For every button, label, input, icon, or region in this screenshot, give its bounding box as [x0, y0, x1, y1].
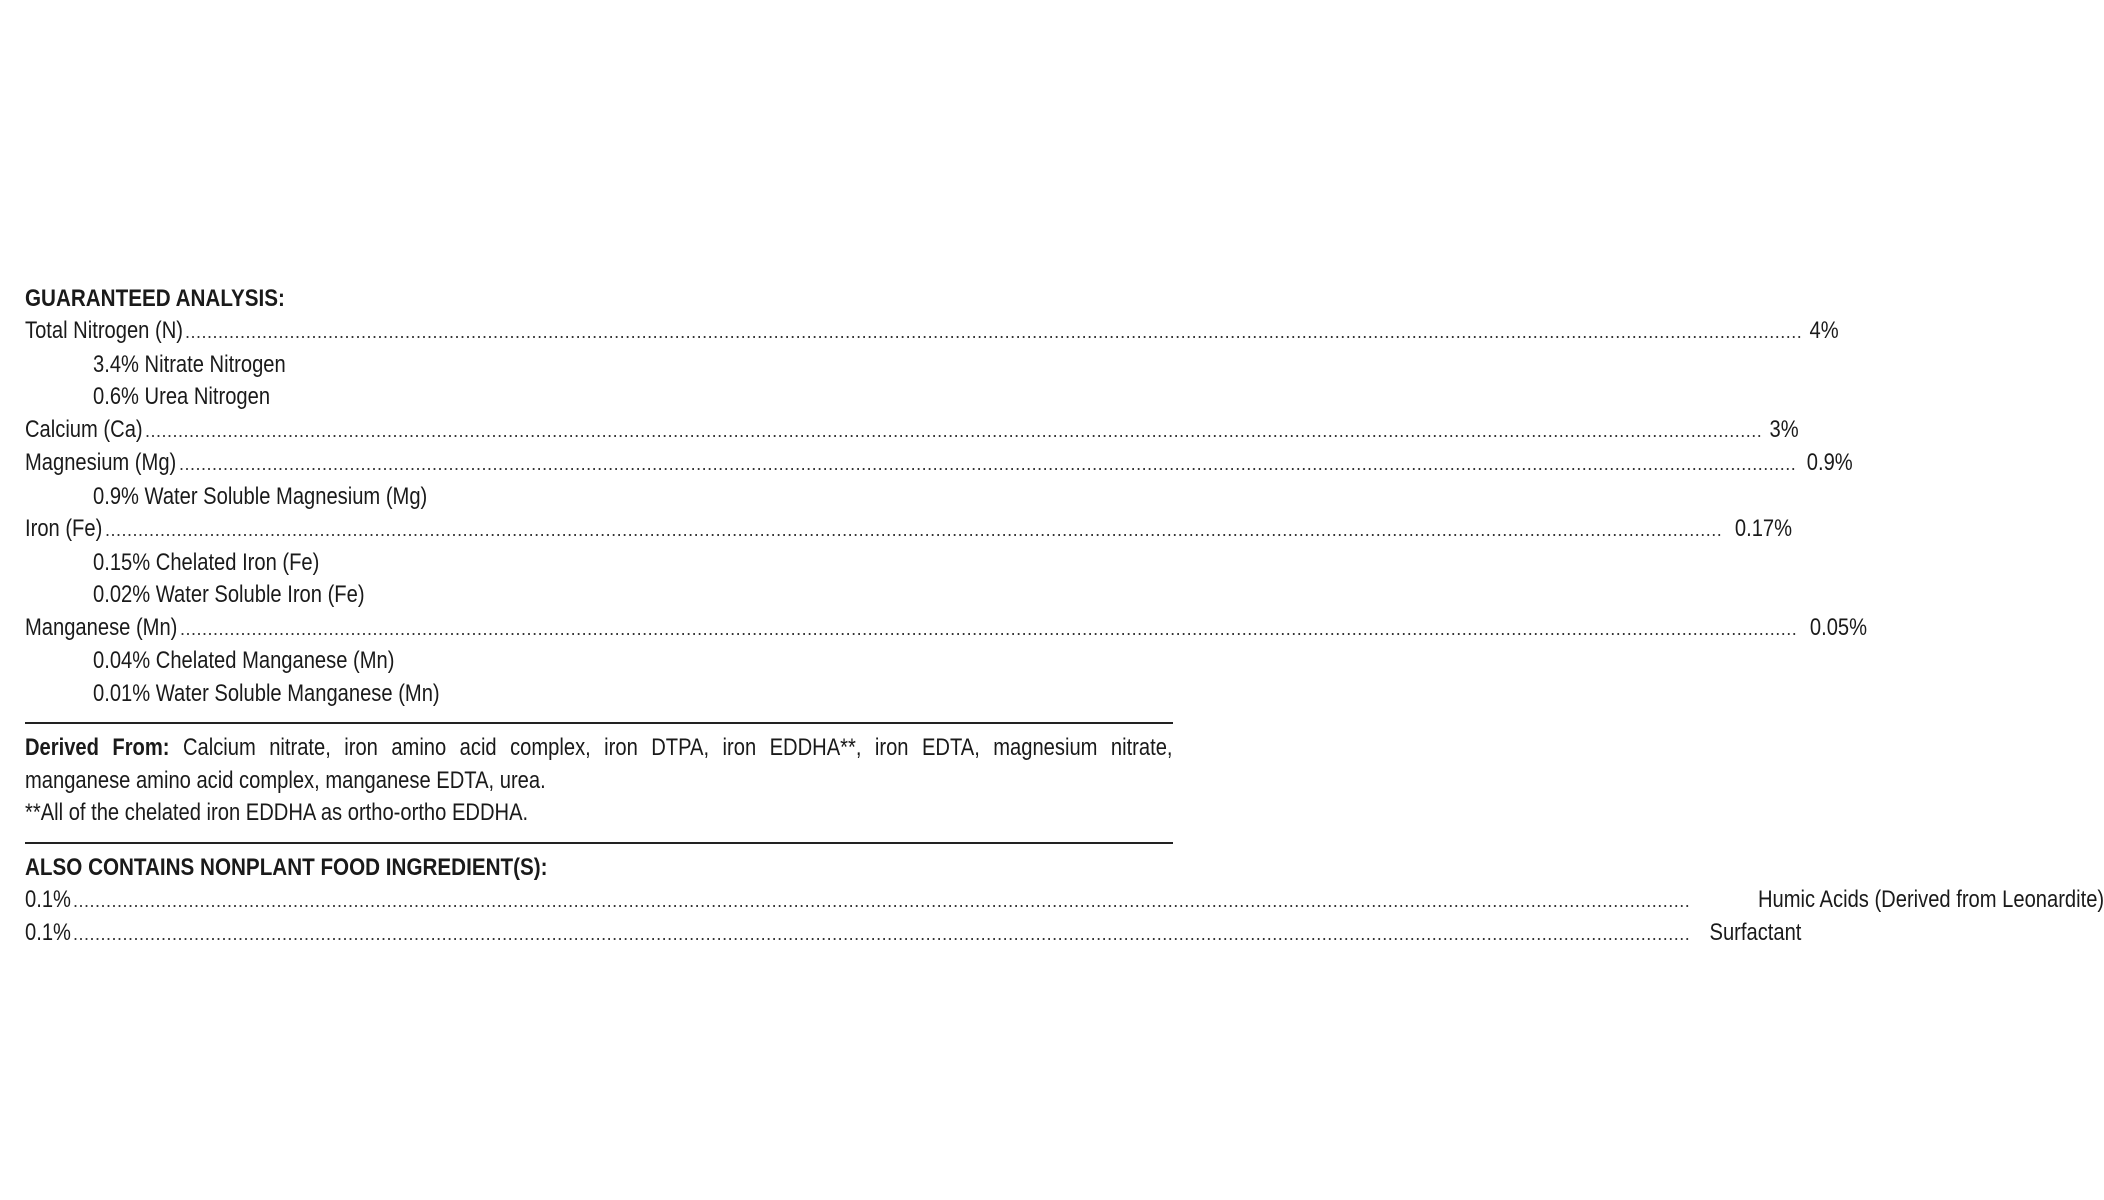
nutrient-subrow: 0.04% Chelated Manganese (Mn) — [93, 647, 395, 674]
guaranteed-analysis-heading: GUARANTEED ANALYSIS: — [25, 285, 285, 312]
dot-leader — [180, 613, 1797, 646]
nutrient-name: Manganese (Mn) — [25, 613, 178, 641]
derived-from-label: Derived From: — [25, 734, 170, 761]
nutrient-value: 0.9% — [1807, 449, 1853, 476]
derived-from-text: Calcium nitrate, iron amino acid complex, iron DTPA, iron EDDHA**, iron EDTA, magnesium nitrate, — [182, 734, 1173, 761]
derived-from-line: manganese amino acid complex, manganese EDTA, urea. — [25, 766, 546, 794]
nutrient-value: 0.05% — [1810, 613, 1868, 641]
ingredient-amount: 0.1% — [25, 885, 71, 913]
dot-leader — [73, 885, 1690, 918]
nutrient-row-manganese — [25, 612, 1868, 646]
nutrient-subrow: 0.01% Water Soluble Manganese (Mn) — [93, 679, 440, 707]
dot-leader — [145, 415, 1762, 448]
nutrient-row-calcium — [25, 414, 1799, 448]
ingredient-amount: 0.1% — [25, 919, 71, 946]
nutrient-subrow: 0.15% Chelated Iron (Fe) — [93, 548, 320, 576]
nonplant-row — [25, 917, 1802, 951]
nutrient-name: Iron (Fe) — [25, 515, 103, 542]
nutrient-row-iron — [25, 513, 1793, 547]
ingredient-name: Surfactant — [1709, 919, 1802, 946]
section-divider — [25, 842, 1173, 844]
nutrient-row-magnesium — [25, 447, 1853, 481]
section-divider — [25, 722, 1173, 724]
nutrient-value: 4% — [1809, 317, 1839, 344]
dot-leader — [185, 316, 1802, 349]
derived-from-footnote: **All of the chelated iron EDDHA as ortho-ortho EDDHA. — [25, 799, 529, 826]
ingredient-name: Humic Acids (Derived from Leonardite) — [1758, 885, 2104, 913]
dot-leader — [105, 514, 1722, 547]
nutrient-name: Total Nitrogen (N) — [25, 317, 183, 344]
nutrient-name: Calcium (Ca) — [25, 415, 143, 443]
nutrient-subrow: 3.4% Nitrate Nitrogen — [93, 350, 286, 378]
nonplant-row — [25, 884, 2104, 918]
nutrient-value: 3% — [1769, 415, 1799, 443]
nutrient-name: Magnesium (Mg) — [25, 449, 177, 476]
dot-leader — [179, 448, 1796, 481]
derived-from-block — [25, 732, 1173, 830]
fertilizer-label — [25, 283, 2104, 951]
derived-from-line — [25, 732, 1173, 765]
nutrient-subrow: 0.02% Water Soluble Iron (Fe) — [93, 581, 365, 608]
nutrient-row-nitrogen — [25, 315, 1839, 349]
nonplant-heading: ALSO CONTAINS NONPLANT FOOD INGREDIENT(S): — [25, 853, 548, 881]
nutrient-subrow: 0.9% Water Soluble Magnesium (Mg) — [93, 482, 428, 510]
nutrient-subrow: 0.6% Urea Nitrogen — [93, 383, 271, 410]
nutrient-value: 0.17% — [1735, 515, 1793, 542]
dot-leader — [73, 918, 1690, 951]
